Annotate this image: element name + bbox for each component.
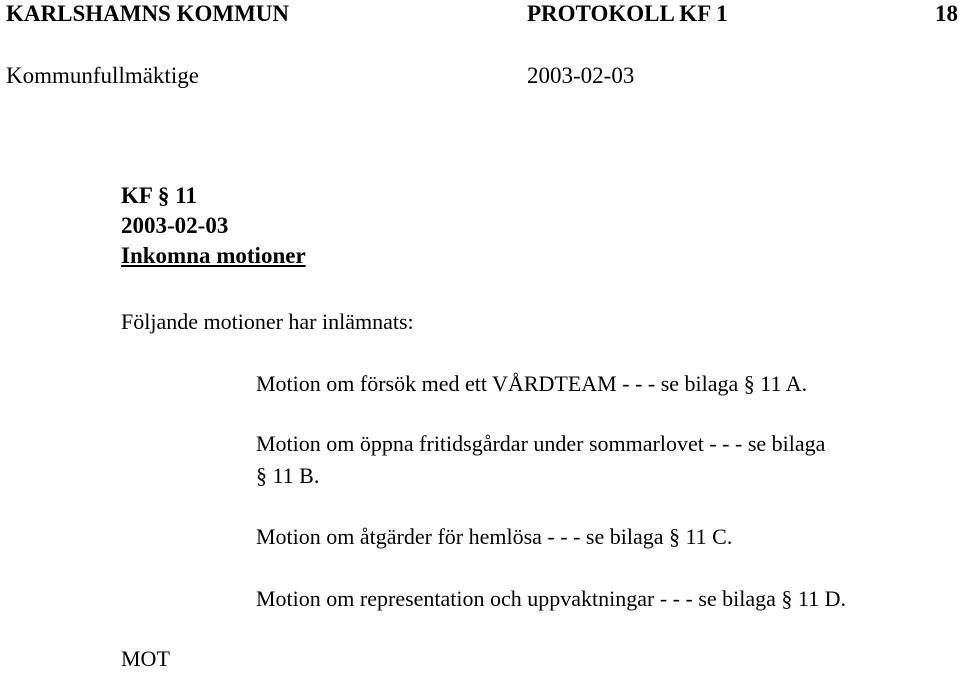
section-title: Inkomna motioner [121, 243, 306, 268]
motion-item: Motion om åtgärder för hemlösa - - - se bilaga § 11 C. [256, 524, 733, 549]
footer-label: MOT [121, 646, 170, 671]
page-number: 18 [935, 1, 958, 26]
document-title: PROTOKOLL KF 1 [527, 1, 728, 26]
motion-item: Motion om försök med ett VÅRDTEAM - - - se bilaga § 11 A. [256, 371, 808, 396]
motion-item-continuation: § 11 B. [256, 463, 320, 488]
motion-item: Motion om öppna fritidsgårdar under sommarlovet - - - se bilaga [256, 431, 826, 456]
intro-text: Följande motioner har inlämnats: [121, 309, 414, 334]
committee-name: Kommunfullmäktige [6, 63, 199, 88]
motion-item: Motion om representation och uppvaktningar - - - se bilaga § 11 D. [256, 586, 846, 611]
section-date: 2003-02-03 [121, 213, 229, 238]
org-name: KARLSHAMNS KOMMUN [6, 1, 290, 26]
document-date: 2003-02-03 [527, 63, 635, 88]
section-ref: KF § 11 [121, 183, 197, 208]
